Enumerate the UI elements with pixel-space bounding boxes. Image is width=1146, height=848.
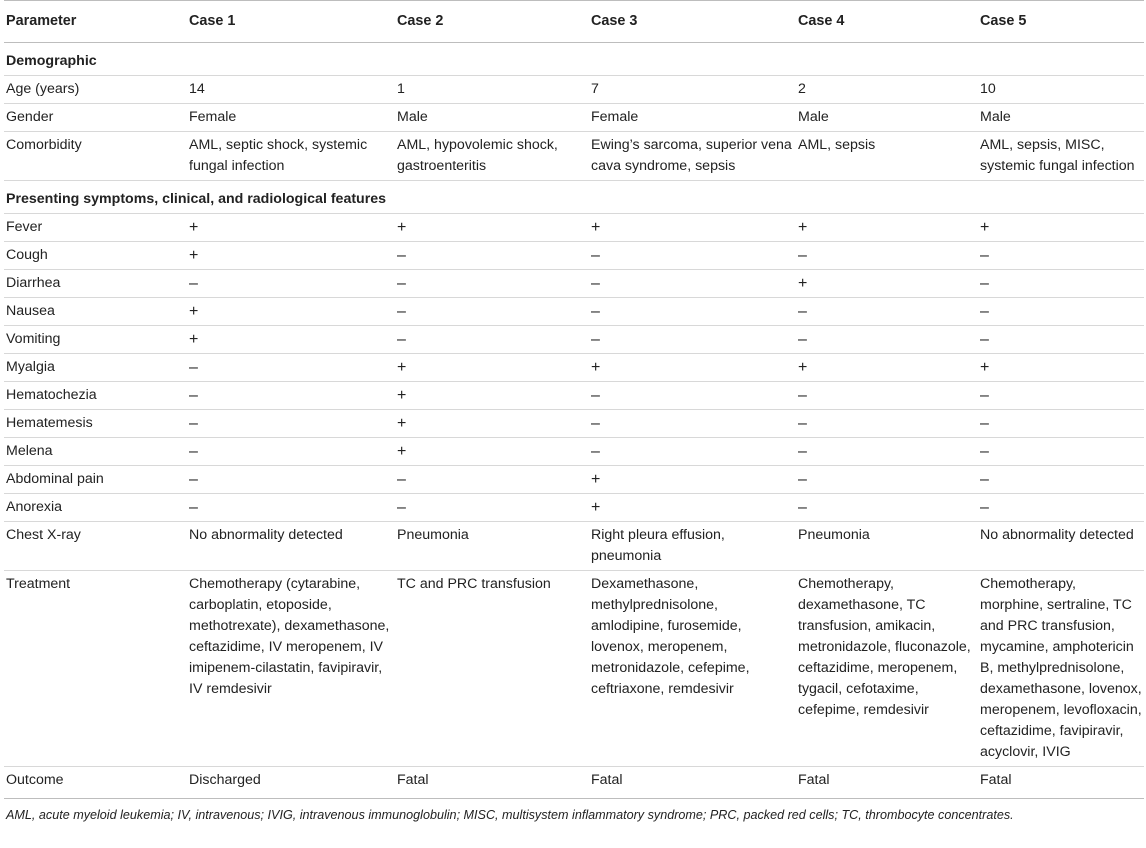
cell-case-2: – <box>394 298 588 326</box>
cell-case-3: + <box>588 494 795 522</box>
case-table <box>4 0 1144 799</box>
cell-case-5: – <box>977 410 1144 438</box>
cell-case-5: – <box>977 326 1144 354</box>
cell-case-4: – <box>795 438 977 466</box>
cell-case-5: – <box>977 382 1144 410</box>
section-row-demographic <box>4 43 1144 76</box>
row-label: Outcome <box>4 767 186 799</box>
cell-case-2: – <box>394 242 588 270</box>
cell-case-5: – <box>977 242 1144 270</box>
cell-case-3: – <box>588 438 795 466</box>
cell-case-3: 7 <box>588 76 795 104</box>
table-row-hematochezia <box>4 382 1144 410</box>
table-row-vomiting <box>4 326 1144 354</box>
cell-case-1: + <box>186 326 394 354</box>
cell-case-1: + <box>186 242 394 270</box>
table-row-chest-xray <box>4 522 1144 571</box>
cell-case-3: + <box>588 214 795 242</box>
cell-case-4: Male <box>795 104 977 132</box>
header-case-2: Case 2 <box>394 1 588 43</box>
cell-case-4: – <box>795 466 977 494</box>
cell-case-4: – <box>795 494 977 522</box>
cell-case-5: Male <box>977 104 1144 132</box>
header-case-5: Case 5 <box>977 1 1144 43</box>
cell-case-2: + <box>394 354 588 382</box>
section-title-demographic: Demographic <box>4 43 1144 76</box>
header-row <box>4 1 1144 43</box>
cell-case-3: – <box>588 242 795 270</box>
row-label: Cough <box>4 242 186 270</box>
table-row-age <box>4 76 1144 104</box>
cell-case-1: No abnormality detected <box>186 522 394 571</box>
cell-case-2: – <box>394 270 588 298</box>
cell-case-4: Pneumonia <box>795 522 977 571</box>
cell-case-4: – <box>795 382 977 410</box>
cell-case-1: + <box>186 214 394 242</box>
row-label: Nausea <box>4 298 186 326</box>
cell-case-4: Fatal <box>795 767 977 799</box>
section-row-symptoms <box>4 181 1144 214</box>
table-row-outcome <box>4 767 1144 799</box>
table-row-myalgia <box>4 354 1144 382</box>
cell-case-5: – <box>977 466 1144 494</box>
cell-case-3: – <box>588 410 795 438</box>
cell-case-2: + <box>394 214 588 242</box>
cell-case-2: TC and PRC transfusion <box>394 571 588 767</box>
cell-case-3: + <box>588 354 795 382</box>
header-parameter: Parameter <box>4 1 186 43</box>
cell-case-2: – <box>394 326 588 354</box>
table-footnote: AML, acute myeloid leukemia; IV, intravenous; IVIG, intravenous immunoglobulin; MISC, multisystem inflammatory syndrome; PRC, packed red cells; TC, thrombocyte concentrates. <box>6 808 1014 822</box>
cell-case-5: – <box>977 298 1144 326</box>
cell-case-3: Female <box>588 104 795 132</box>
cell-case-3: + <box>588 466 795 494</box>
cell-case-4: + <box>795 214 977 242</box>
cell-case-1: Chemotherapy (cytarabine, carboplatin, etoposide, methotrexate), dexamethasone, ceftazidime, IV meropenem, IV imipenem-cilastatin, favipiravir, IV remdesivir <box>186 571 394 767</box>
table-row-melena <box>4 438 1144 466</box>
cell-case-1: – <box>186 438 394 466</box>
section-title-symptoms: Presenting symptoms, clinical, and radiological features <box>4 181 1144 214</box>
header-case-1: Case 1 <box>186 1 394 43</box>
row-label: Vomiting <box>4 326 186 354</box>
row-label: Hematochezia <box>4 382 186 410</box>
header-case-4: Case 4 <box>795 1 977 43</box>
cell-case-2: 1 <box>394 76 588 104</box>
cell-case-5: + <box>977 214 1144 242</box>
cell-case-5: Chemotherapy, morphine, sertraline, TC and PRC transfusion, mycamine, amphotericin B, methylprednisolone, dexamethasone, lovenox, meropenem, levofloxacin, ceftazidime, favipiravir, acyclovir, IVIG <box>977 571 1144 767</box>
cell-case-5: No abnormality detected <box>977 522 1144 571</box>
table-row-hematemesis <box>4 410 1144 438</box>
cell-case-5: Fatal <box>977 767 1144 799</box>
cell-case-3: – <box>588 298 795 326</box>
table-row-diarrhea <box>4 270 1144 298</box>
cell-case-5: – <box>977 494 1144 522</box>
cell-case-4: – <box>795 298 977 326</box>
table-row-treatment <box>4 571 1144 767</box>
cell-case-2: Fatal <box>394 767 588 799</box>
row-label: Anorexia <box>4 494 186 522</box>
cell-case-3: – <box>588 270 795 298</box>
table-row-fever <box>4 214 1144 242</box>
cell-case-5: – <box>977 270 1144 298</box>
cell-case-4: + <box>795 354 977 382</box>
cell-case-1: Discharged <box>186 767 394 799</box>
cell-case-2: – <box>394 466 588 494</box>
cell-case-2: + <box>394 438 588 466</box>
cell-case-1: + <box>186 298 394 326</box>
cell-case-5: – <box>977 438 1144 466</box>
cell-case-2: – <box>394 494 588 522</box>
row-label: Hematemesis <box>4 410 186 438</box>
row-label: Abdominal pain <box>4 466 186 494</box>
cell-case-4: – <box>795 410 977 438</box>
cell-case-1: – <box>186 354 394 382</box>
table-row-gender <box>4 104 1144 132</box>
cell-case-4: – <box>795 242 977 270</box>
row-label: Chest X-ray <box>4 522 186 571</box>
table-row-anorexia <box>4 494 1144 522</box>
cell-case-4: Chemotherapy, dexamethasone, TC transfusion, amikacin, metronidazole, fluconazole, ceftazidime, meropenem, tygacil, cefotaxime, cefepime, remdesivir <box>795 571 977 767</box>
row-label: Myalgia <box>4 354 186 382</box>
row-label: Gender <box>4 104 186 132</box>
cell-case-2: Male <box>394 104 588 132</box>
row-label: Comorbidity <box>4 132 186 181</box>
cell-case-4: – <box>795 326 977 354</box>
cell-case-2: + <box>394 410 588 438</box>
cell-case-2: Pneumonia <box>394 522 588 571</box>
cell-case-5: AML, sepsis, MISC, systemic fungal infection <box>977 132 1144 181</box>
table-row-cough <box>4 242 1144 270</box>
table-row-abdominal-pain <box>4 466 1144 494</box>
cell-case-1: – <box>186 410 394 438</box>
header-case-3: Case 3 <box>588 1 795 43</box>
cell-case-1: – <box>186 270 394 298</box>
cell-case-4: + <box>795 270 977 298</box>
cell-case-1: 14 <box>186 76 394 104</box>
cell-case-5: + <box>977 354 1144 382</box>
cell-case-3: Right pleura effusion, pneumonia <box>588 522 795 571</box>
table-row-nausea <box>4 298 1144 326</box>
row-label: Diarrhea <box>4 270 186 298</box>
row-label: Melena <box>4 438 186 466</box>
cell-case-4: 2 <box>795 76 977 104</box>
cell-case-3: Dexamethasone, methylprednisolone, amlodipine, furosemide, lovenox, meropenem, metronidazole, cefepime, ceftriaxone, remdesivir <box>588 571 795 767</box>
cell-case-3: – <box>588 326 795 354</box>
cell-case-1: – <box>186 382 394 410</box>
cell-case-2: + <box>394 382 588 410</box>
cell-case-1: AML, septic shock, systemic fungal infection <box>186 132 394 181</box>
row-label: Treatment <box>4 571 186 767</box>
cell-case-5: 10 <box>977 76 1144 104</box>
cell-case-3: Fatal <box>588 767 795 799</box>
cell-case-1: Female <box>186 104 394 132</box>
row-label: Fever <box>4 214 186 242</box>
table-row-comorbidity <box>4 132 1144 181</box>
cell-case-3: – <box>588 382 795 410</box>
cell-case-1: – <box>186 494 394 522</box>
cell-case-2: AML, hypovolemic shock, gastroenteritis <box>394 132 588 181</box>
cell-case-4: AML, sepsis <box>795 132 977 181</box>
cell-case-3: Ewing’s sarcoma, superior vena cava syndrome, sepsis <box>588 132 795 181</box>
cell-case-1: – <box>186 466 394 494</box>
row-label: Age (years) <box>4 76 186 104</box>
